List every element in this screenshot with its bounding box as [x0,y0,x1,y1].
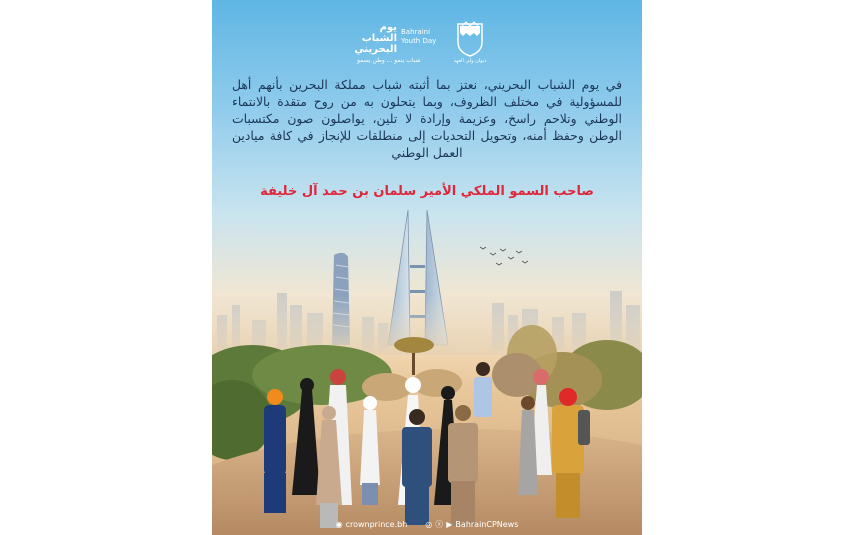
x-icon: ⓧ [435,519,444,529]
globe-icon: ◉ [335,519,343,529]
instagram-icon: ◎ [425,519,433,529]
poster [212,0,642,535]
quote-attribution: صاحب السمو الملكي الأمير سلمان بن حمد آل خليفة [260,184,594,199]
emblem-caption: ديوان ولي العهد [453,58,487,64]
website-link[interactable] [336,520,408,529]
social-handle-text: BahrainCPNews [455,519,519,529]
illustration-scene [212,205,642,535]
acacia-tree [394,337,434,375]
website-text: crownprince.bh [345,519,408,529]
youth-day-arabic-wordmark: يوم الشباب البحريني [354,22,397,55]
youtube-icon: ▶ [446,519,453,529]
logo-bar [212,18,642,70]
footer-bar [212,513,642,535]
birds [480,247,528,265]
royal-quote-text: في يوم الشباب البحريني، نعتز بما أثبته شباب مملكة البحرين بأنهم أهل للمسؤولية في مختلف الظروف، وبما يتحلون به من روح متقدة بالانتماء الوطني وتلاحم راسخ، وعزيمة وإرادة لا تلين، يواصلون صون مكتسبات الوطن وحفظ أمنه، وتحويل التحديات إلى منطلقات للإنجاز في كافة ميادين العمل الوطني [232,77,622,160]
social-handle-link[interactable] [425,519,518,530]
youth-day-english-wordmark: Bahraini Youth Day [401,28,437,45]
youth-day-slogan: شباب ينمو ... وطن يسمو [357,57,421,64]
